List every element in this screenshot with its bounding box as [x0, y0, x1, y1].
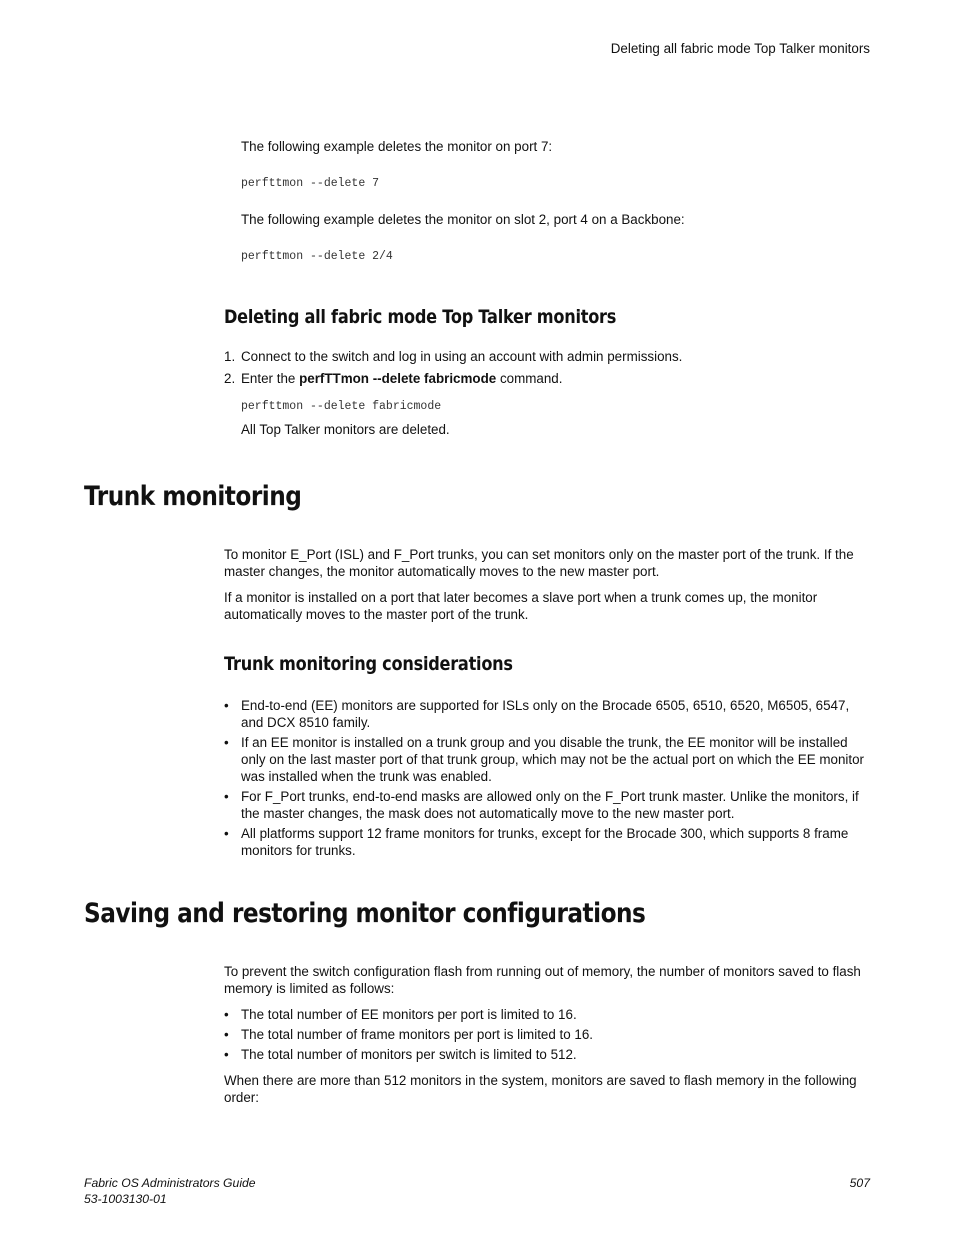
bullet-icon: •: [224, 826, 229, 841]
list-item: • End-to-end (EE) monitors are supported for ISLs only on the Brocade 6505, 6510, 6520, M6505, 6547, and DCX 8510 family.: [224, 698, 850, 730]
bullet-icon: •: [224, 789, 229, 804]
running-header: Deleting all fabric mode Top Talker monitors: [610, 41, 870, 56]
list-item: • The total number of frame monitors per port is limited to 16.: [224, 1027, 594, 1042]
step-text: Connect to the switch and log in using an account with admin permissions.: [241, 349, 683, 364]
saving-para-1: To prevent the switch configuration flash from running out of memory, the number of monitors saved to flash memory is limited as follows:: [224, 964, 861, 996]
list-item: • The total number of monitors per switch is limited to 512.: [224, 1047, 577, 1062]
list-item: • The total number of EE monitors per port is limited to 16.: [224, 1007, 577, 1022]
step-2: [224, 370, 562, 387]
list-item: • All platforms support 12 frame monitors for trunks, except for the Brocade 300, which supports 8 frame monitors for trunks.: [224, 826, 849, 858]
step-text-pre: Enter the: [241, 371, 300, 386]
saving-para-2: When there are more than 512 monitors in the system, monitors are saved to flash memory in the following order:: [224, 1073, 857, 1105]
step-1: [224, 348, 682, 365]
example-2-text: The following example deletes the monitor on slot 2, port 4 on a Backbone:: [241, 212, 685, 227]
example-2-code: perfttmon --delete 2/4: [241, 250, 393, 263]
fabric-mode-result: All Top Talker monitors are deleted.: [241, 422, 450, 437]
list-item: • If an EE monitor is installed on a trunk group and you disable the trunk, the EE monitor will be installed only on the last master port of that trunk group, which may not be the actual port on which the EE monitor was installed when the trunk was enabled.: [224, 735, 864, 784]
footer-guide-title: Fabric OS Administrators Guide: [84, 1176, 256, 1190]
fabric-mode-code: perfttmon --delete fabricmode: [241, 400, 442, 413]
saving-limits-list: [224, 1006, 869, 1063]
section-heading-trunk-considerations: Trunk monitoring considerations: [224, 653, 513, 675]
bullet-icon: •: [224, 1047, 229, 1062]
footer-guide-info: [84, 1175, 256, 1207]
trunk-para-1: To monitor E_Port (ISL) and F_Port trunks, you can set monitors only on the master port of the trunk. If the master changes, the monitor automatically moves to the new master port.: [224, 547, 854, 579]
bullet-icon: •: [224, 698, 229, 713]
page-number: 507: [849, 1176, 870, 1190]
example-1-code: perfttmon --delete 7: [241, 177, 380, 190]
step-text-post: command.: [496, 371, 563, 386]
bullet-icon: •: [224, 735, 229, 750]
bullet-icon: •: [224, 1007, 229, 1022]
list-item: • For F_Port trunks, end-to-end masks are allowed only on the F_Port trunk master. Unlike the monitors, if the master changes, the mask does not automatically move to the new master port.: [224, 789, 859, 821]
trunk-considerations-list: [224, 697, 869, 859]
footer-doc-number: 53-1003130-01: [84, 1192, 167, 1206]
section-heading-fabric-mode: Deleting all fabric mode Top Talker monitors: [224, 306, 617, 328]
bullet-icon: •: [224, 1027, 229, 1042]
chapter-heading-saving-restoring: Saving and restoring monitor configurations: [84, 898, 646, 929]
command-name: perfTTmon --delete fabricmode: [299, 371, 497, 386]
chapter-heading-trunk-monitoring: Trunk monitoring: [84, 481, 302, 512]
trunk-para-2: If a monitor is installed on a port that later becomes a slave port when a trunk comes up, the monitor automatically moves to the master port of the trunk.: [224, 590, 818, 622]
step-number: 1.: [224, 349, 236, 364]
example-1-text: The following example deletes the monitor on port 7:: [241, 139, 553, 154]
step-number: 2.: [224, 371, 236, 386]
